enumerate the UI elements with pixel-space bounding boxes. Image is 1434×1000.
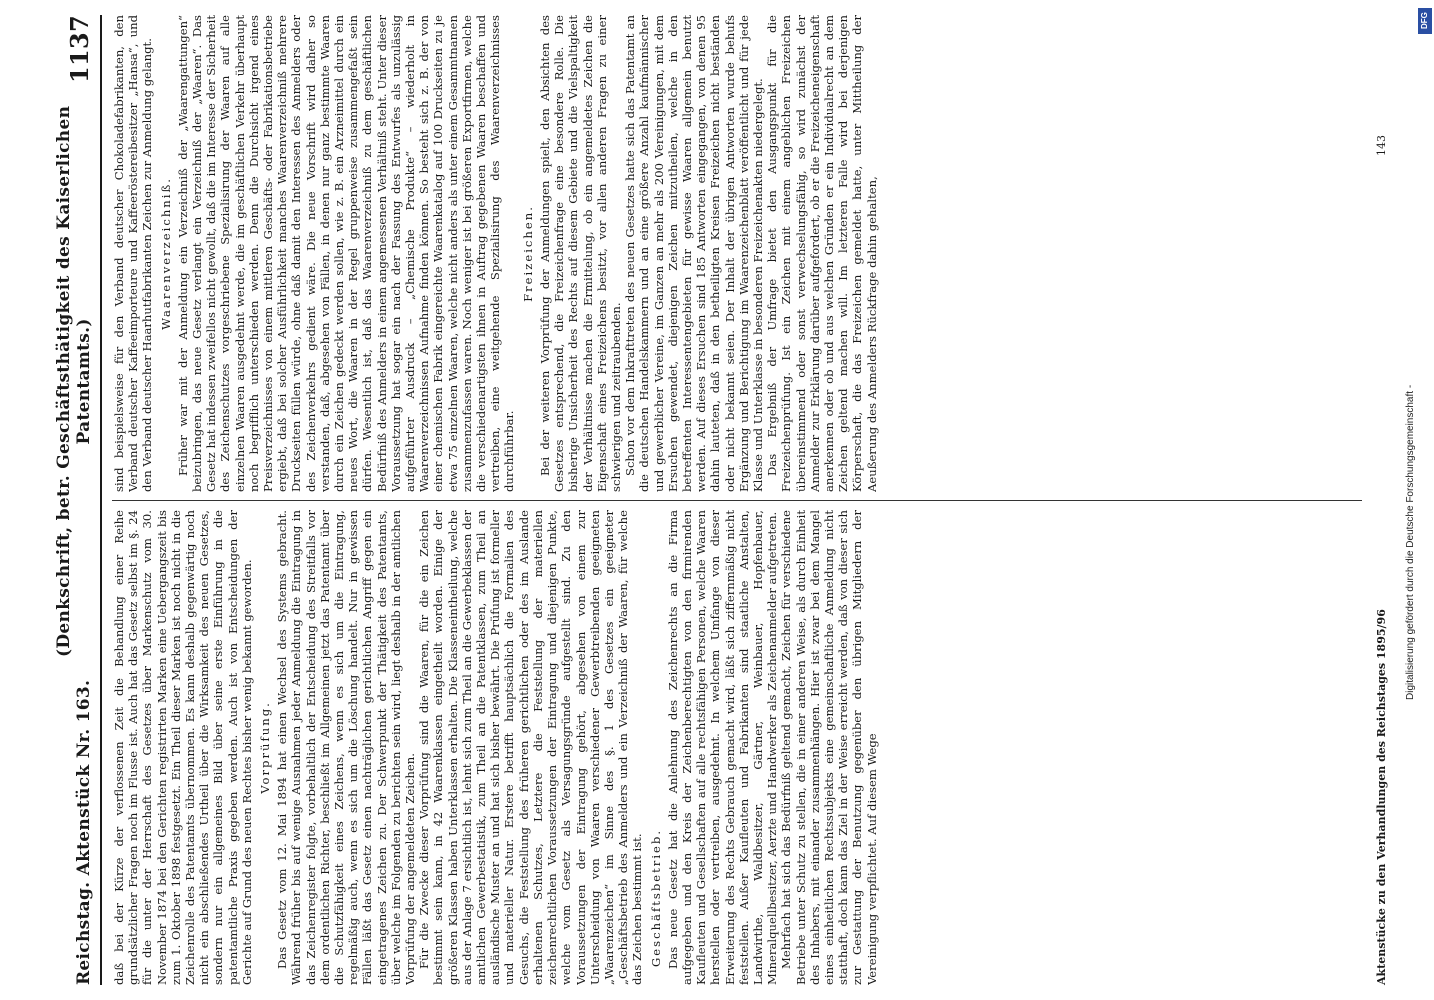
paragraph: Bei der weiteren Vorprüfung der Anmeldungen spielt, den Absichten des Gesetzes entsprechend, die Freizeichenfrage eine besondere Rolle. Die bisherige Unsicherheit des Rechts auf diesem Gebiete und die Vielspaltigkeit der Verhältnisse machen die Ermittelung, ob ein angemeldetes Zeichen die Eigenschaft eines Freizeichens besitzt, vor allen anderen Fragen zu einer schwierigen und zeitraubenden. (537, 15, 623, 492)
paragraph: Das Gesetz vom 12. Mai 1894 hat einen Wechsel des Systems gebracht. Während früher bis auf wenige Ausnahmen jeder Anmeldung die Eintragung in das Zeichenregister folgte, vorbehaltlich der Entscheidung des Streitfalls vor dem ordentlichen Richter, beschließt im Allgemeinen jetzt das Patentamt über die Schutzfähigkeit eines Zeichens, wenn es sich um die Eintragung, regelmäßig auch, wenn es sich um die Löschung handelt. Nur in gewissen Fällen läßt das Gesetz einen nachträglichen gerichtlichen Angriff gegen ein eingetragenes Zeichen zu. Der Schwerpunkt der Thätigkeit des Patentamts, über welche im Folgenden zu berichten sein wird, liegt deshalb in der amtlichen Vorprüfung der angemeldeten Zeichen. (275, 510, 418, 985)
paragraph: Das neue Gesetz hat die Anlehnung des Zeichenrechts an die Firma aufgegeben und den Kreis der Zeichenberechtigten von den firmirenden Kaufleuten und Gesellschaften auf alle rechtsfähigen Personen, welche Waaren herstellen oder vertreiben, ausgedehnt. In welchem Umfange von dieser Erweiterung des Rechts Gebrauch gemacht wird, läßt sich ziffernmäßig nicht feststellen. Außer Kaufleuten und Fabrikanten sind staatliche Anstalten, Landwirthe, Waldbesitzer, Gärtner, Weinbauer, Hopfenbauer, Mineralquellbesitzer, Aerzte und Handwerker als Zeichenanmelder aufgetreten. (665, 510, 780, 985)
paragraph: sind beispielsweise für den Verband deutscher Chokoladefabrikanten, den Verband deutscher Kaffeeimporteure und Kaffeeröstereibesitzer „Hansa“, und den Verband deutscher Haarhutfabrikanten Zeichen zur Anmeldung gelangt. (112, 15, 155, 492)
paragraph: Früher war mit der Anmeldung ein Verzeichniß der „Waarengattungen“ beizubringen, das neue Gesetz verlangt ein Verzeichniß der „Waaren“. Das Gesetz hat indessen zweifellos nicht gewollt, daß die im Interesse der Sicherheit des Zeichenschutzes vorgeschriebene Spezialisirung der Waaren auf alle einzelnen Waaren ausgedehnt werde, die im geschäftlichen Verkehr überhaupt noch begrifflich unterschieden werden. Denn die Durchsicht irgend eines Preisverzeichnisses von einem mittleren Geschäfts- oder Fabrikationsbetriebe ergiebt, daß bei solcher Ausführlichkeit manches Waarenverzeichniß mehrere Druckseiten füllen würde, ohne daß damit den Interessen des Anmelders oder des Zeichenverkehrs gedient wäre. Die neue Vorschrift wird daher so verstanden, daß, abgesehen von Fällen, in denen nur ganz bestimmte Waaren durch ein Zeichen gedeckt werden sollen, wie z. B. ein Arzneimittel durch ein neues Wort, die Waaren in der Regel gruppenweise zusammengefaßt sein dürfen. Wesentlich ist, daß das Waarenverzeichniß zu dem geschäftlichen Bedürfniß des Anmelders in einem angemessenen Verhältniß steht. Unter dieser Voraussetzung hat sogar ein nach der Fassung des Entwurfes als unzulässig aufgeführter Ausdruck – „Chemische Produkte“ – wiederholt in Waarenverzeichnissen Aufnahme finden können. So besteht sich z. B. der von einer chemischen Fabrik eingereichte Waarenkatalog auf 100 Druckseiten zu je etwa 75 einzelnen Waaren, welche nicht anders als unter einem Gesammtnamen zusammenzufassen waren. Noch weniger ist bei größeren Exportfirmen, welche die verschiedenartigsten ihnen in Auftrag gegebenen Waaren beschaffen und vertreiben, eine weitgehende Spezialisirung des Waarenverzeichnisses durchführbar. (175, 15, 517, 492)
footer-source: Aktenstücke zu den Verhandlungen des Reichstages 1895/96 (1375, 609, 1388, 985)
paragraph: Das Ergebniß der Umfrage bietet den Ausgangspunkt für die Freizeichenprüfung. Ist ein Zeichen mit einem angeblichen Freizeichen übereinstimmend oder sonst verwechselungsfähig, so wird zunächst der Anmelder zur Erklärung darüber aufgefordert, ob er die Freizeicheneigenschaft anerkennen oder ob und aus welchen Gründen er ein Individualrecht an dem Zeichen geltend machen will. Im letzteren Falle wird bei derjenigen Körperschaft, die das Freizeichen gemeldet hatte, unter Mittheilung der Aeußerung des Anmelders Rückfrage dahin gehalten, (765, 15, 879, 492)
page-header (50, 15, 102, 985)
paragraph: Schon vor dem Inkrafttreten des neuen Gesetzes hatte sich das Patentamt an die deutschen Handelskammern und an eine größere Anzahl kaufmännischer und gewerblicher Vereine, im Ganzen an mehr als 200 Vereinigungen, mit dem Ersuchen gewendet, diejenigen Zeichen mitzutheilen, welche in den betreffenten Interessentengebieten für gewisse Waaren allgemein benutzt werden. Auf dieses Ersuchen sind 185 Antworten eingegangen, von denen 95 dahin lauteten, daß in den betheiligten Kreisen Freizeichen nicht beständen oder nicht bekannt seien. Der Inhalt der übrigen Antworten wurde behufs Ergänzung und Berichtigung im Waarenzeichenblatt veröffentlicht und für jede Klasse und Unterklasse in besonderen Freizeichenakten niedergelegt. (623, 15, 765, 492)
paragraph: Mehrfach hat sich das Bedürfniß geltend gemacht, Zeichen für verschiedene Betriebe unter Schutz zu stellen, die in einer anderen Weise, als durch Einheit des Inhabers, mit einander zusammenhängen. Hier ist zwar bei dem Mangel eines einheitlichen Rechtssubjekts eine gemeinschaftliche Anmeldung nicht statthaft, doch kann das Ziel in der Weise erreicht werden, daß von dieser sich zur Gestattung der Benutzung gegenüber den übrigen Mitgliedern der Vereinigung verpflichtet. Auf diesem Wege (779, 510, 879, 985)
text-columns (112, 15, 1367, 985)
digitization-note: Digitalisierung gefördert durch die Deutsche Forschungsgemeinschaft - (1405, 384, 1416, 700)
page-number: 1137 (65, 15, 94, 83)
section-heading: Freizeichen. (520, 205, 535, 302)
dfg-logo-icon: DFG (1418, 8, 1432, 34)
rotated-document-page (50, 15, 1405, 985)
paragraph: daß bei der Kürze der verflossenen Zeit die Behandlung einer Reihe grundsätzlicher Fragen noch im Flusse ist. Auch hat das Gesetz selbst im §. 24 für die unter der Herrschaft des Gesetzes über Markenschutz vom 30. November 1874 bei den Gerichten registrirten Marken eine Uebergangszeit bis zum 1. Oktober 1898 festgesetzt. Ein Theil dieser Marken ist noch nicht in die Zeichenrolle des Patentamts übernommen. Es kann deshalb gegenwärtig noch nicht ein abschließendes Urtheil über die Wirksamkeit des neuen Gesetzes, sondern nur ein allgemeines Bild über seine erste Einführung in die patentamtliche Praxis gegeben werden. Auch ist von Entscheidungen der Gerichte auf Grund des neuen Rechtes bisher wenig bekannt geworden. (112, 510, 254, 985)
paragraph: Für die Zwecke dieser Vorprüfung sind die Waaren, für die ein Zeichen bestimmt sein kann, in 42 Waarenklassen eingetheilt worden. Einige der größeren Klassen haben Unterklassen erhalten. Die Klasseneintheilung, welche aus der Anlage 7 ersichtlich ist, lehnt sich zum Theil an die Gewerbeklassen der amtlichen Gewerbestatistik, zum Theil an die Patentklassen, zum Theil an ausländische Muster an und hat sich bisher bewährt. Die Prüfung ist formeller und materieller Natur. Erstere betrifft hauptsächlich die Formalien des Gesuchs, die Feststellung des früheren gerichtlichen oder des im Auslande erhaltenen Schutzes, Letztere die Feststellung der materiellen zeichenrechtlichen Voraussetzungen der Eintragung und diejenigen Punkte, welche vom Gesetz als Versagungsgründe aufgestellt sind. Zu den Voraussetzungen der Eintragung gehört, abgesehen von einem zur Unterscheidung von Waaren verschiedener Gewerbtreibenden geeigneten „Waarenzeichen“ im Sinne des §. 1 des Gesetzes ein geeigneter „Geschäftsbetrieb des Anmelders und ein Verzeichniß der Waaren, für welche das Zeichen bestimmt ist. (417, 510, 645, 985)
header-title: (Denkschrift, betr. Geschäftsthätigkeit des Kaiserlichen Patentamts.) (54, 105, 94, 657)
column-right (112, 15, 1367, 492)
column-divider (112, 500, 1362, 501)
footer-signature: 143 (1375, 135, 1388, 156)
column-left (112, 510, 1367, 985)
section-heading: Geschäftsbetrieb. (648, 828, 663, 967)
section-heading: Vorprüfung. (258, 701, 273, 794)
section-heading: Waarenverzeichniß. (158, 177, 173, 330)
header-left: Reichstag. Aktenstück Nr. 163. (74, 679, 94, 985)
